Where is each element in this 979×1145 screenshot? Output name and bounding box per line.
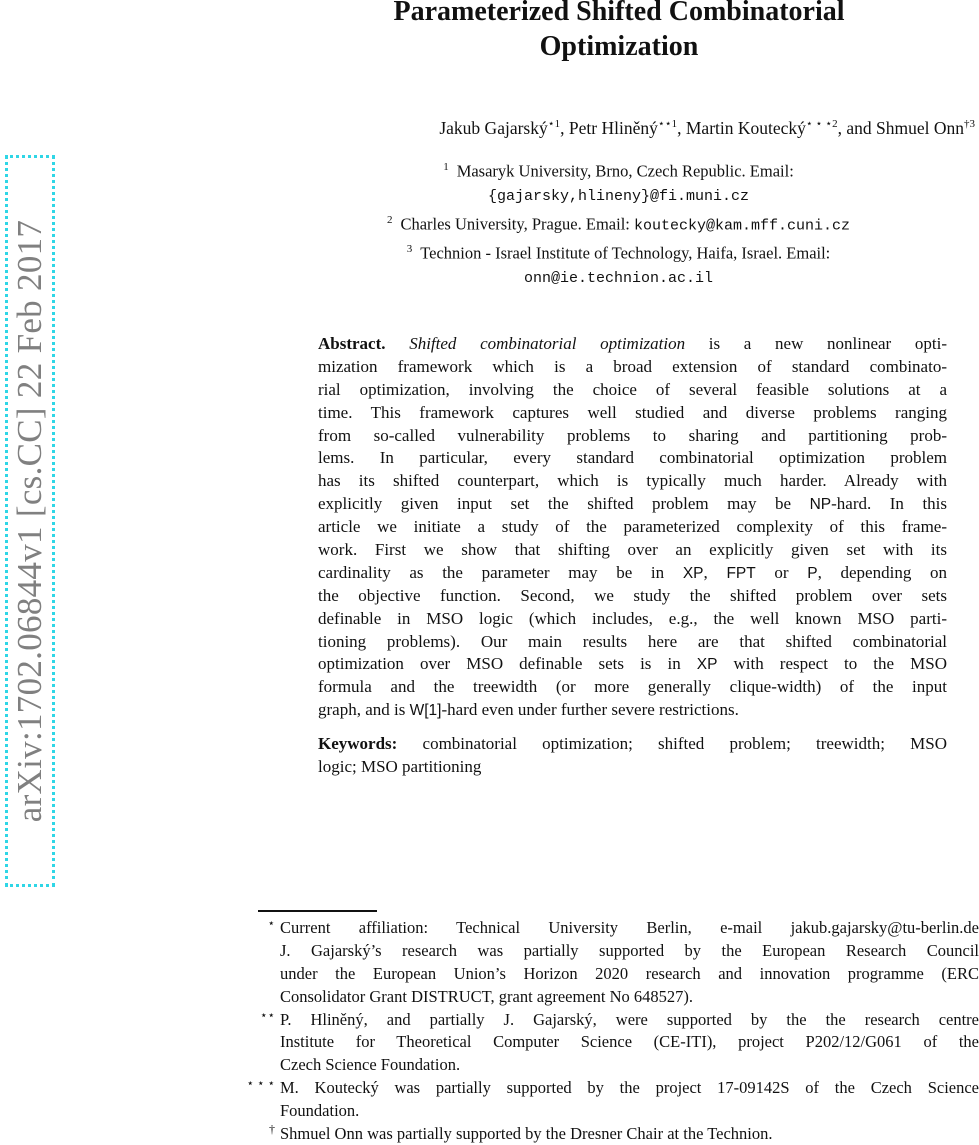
footnote-marker: ⋆⋆ (259, 1007, 275, 1022)
affiliation-line (258, 238, 979, 265)
footnote-line: J. Gajarský’s research was partially supported by the European Research Council (280, 940, 979, 960)
abstract-line: lems. In particular, every standard combinatorial optimization problem (318, 448, 947, 468)
keywords-line: Keywords: combinatorial optimization; shifted problem; treewidth; MSO (318, 734, 947, 753)
abstract-line: mization framework which is a broad extension of standard combinato- (318, 356, 947, 376)
footnote (230, 1076, 979, 1122)
complexity-class: W[1] (409, 702, 442, 720)
complexity-class: NP (809, 496, 832, 514)
abstract-line: definable in MSO logic (which includes, e.g., the well known MSO parti- (318, 608, 947, 628)
footnote-line: M. Koutecký was partially supported by the project 17-09142S of the Czech Science (280, 1078, 979, 1098)
abstract-line: from so-called vulnerability problems to sharing and partitioning prob- (318, 425, 947, 445)
abstract-text: is a new nonlinear opti- (685, 334, 948, 353)
affiliation-number: 2 (386, 213, 393, 226)
abstract-line: has its shifted counterpart, which is typically much harder. Already with (318, 471, 947, 491)
footnote-marker: ⋆ ⋆ ⋆ (246, 1076, 275, 1091)
abstract-emphasis: Shifted combinatorial optimization (409, 334, 686, 353)
author-list: Jakub Gajarský$^{⋆1}$, Petr Hliněný$^{⋆⋆1}$, Martin Koutecký$^{⋆ ⋆ ⋆2}$, and Shmuel Onn$^{\dagger 3}$ (439, 117, 975, 138)
footnote-line: Current affiliation: Technical University Berlin, e-mail jakub.gajarsky@tu-berlin.de (280, 918, 979, 937)
author-marker: ⋆⋆1 (657, 118, 678, 130)
abstract-line: tioning problems). Our main results here are that shifted combinatorial (318, 631, 947, 651)
footnote-line: Shmuel Onn was partially supported by the Dresner Chair at the Technion. (280, 1124, 773, 1144)
footnote-line: P. Hliněný, and partially J. Gajarský, were supported by the the research centre (280, 1009, 979, 1029)
complexity-class: FPT (726, 564, 756, 582)
title-line: Optimization (539, 31, 699, 62)
author-name: Shmuel Onn (876, 117, 964, 138)
footnotes (230, 916, 979, 1145)
affiliation-email: koutecky@kam.mff.cuni.cz (634, 217, 851, 234)
affiliation-line (258, 265, 979, 291)
footnote-marker: † (269, 1122, 275, 1137)
abstract-line: work. First we show that shifting over an explicitly given set with its (318, 540, 947, 560)
footnote-line: Czech Science Foundation. (280, 1055, 461, 1075)
footnote-rule (258, 910, 377, 912)
footnote-line: Institute for Theoretical Computer Science (CE-ITI), project P202/12/G061 of the (280, 1032, 979, 1052)
author-name: Petr Hliněný (568, 117, 658, 138)
keywords-line: logic; MSO partitioning (318, 756, 482, 776)
footnote (230, 916, 979, 1008)
author-marker: ⋆1 (547, 118, 561, 130)
affiliation-text: Technion - Israel Institute of Technology, Haifa, Israel. Email: (420, 243, 831, 262)
affiliation-line (258, 183, 979, 209)
affiliation-email: onn@ie.technion.ac.il (523, 269, 714, 287)
abstract-line: formula and the treewidth (or more generally clique-width) of the input (318, 677, 947, 697)
abstract-line: graph, and is W[1]-hard even under further severe restrictions. (318, 700, 739, 720)
abstract-line: cardinality as the parameter may be in XP, FPT or P, depending on (318, 562, 948, 582)
affiliation-line (258, 156, 979, 183)
footnote-line: under the European Union’s Horizon 2020 research and innovation programme (ERC (280, 963, 979, 983)
affiliation-email: {gajarsky,hlineny}@fi.muni.cz (487, 188, 750, 205)
arxiv-identifier-box (5, 155, 55, 887)
author-marker: †3 (964, 118, 975, 130)
footnote (230, 1008, 979, 1077)
abstract-line: optimization over MSO definable sets is in XP with respect to the MSO (318, 654, 947, 674)
footnote-line: Foundation. (280, 1101, 360, 1121)
complexity-class: XP (682, 564, 704, 582)
affiliation-number: 1 (443, 161, 449, 173)
affiliation-text: Masaryk University, Brno, Czech Republic. Email: (456, 161, 794, 181)
footnote-marker: ⋆ (267, 916, 275, 930)
complexity-class: P (807, 564, 818, 582)
abstract-label: Abstract. (318, 334, 386, 353)
title-line: Parameterized Shifted Combinatorial (393, 0, 845, 27)
footnote-line: Consolidator Grant DISTRUCT, grant agreement No 648527). (280, 986, 694, 1006)
author-name: Jakub Gajarský (439, 117, 548, 138)
affiliation-line (258, 209, 979, 238)
affiliation-number: 3 (406, 242, 413, 255)
abstract-line: rial optimization, involving the choice of several feasible solutions at a (318, 379, 947, 399)
affiliations (258, 156, 979, 290)
keywords-label: Keywords: (318, 734, 398, 753)
author-marker: ⋆ ⋆ ⋆2 (805, 118, 838, 130)
abstract-line: the objective function. Second, we study the shifted problem over sets (318, 585, 947, 605)
complexity-class: XP (696, 656, 718, 674)
author-name: Martin Koutecký (685, 117, 806, 138)
abstract-line (318, 333, 947, 356)
abstract-line: article we initiate a study of the parameterized complexity of this frame- (318, 517, 947, 537)
abstract (318, 333, 947, 722)
keywords (318, 733, 947, 779)
affiliation-text: Charles University, Prague. Email: (400, 214, 634, 233)
footnote (230, 1122, 979, 1145)
abstract-line: time. This framework captures well studied and diverse problems ranging (318, 402, 947, 422)
paper-title (260, 0, 978, 64)
abstract-line: explicitly given input set the shifted problem may be NP-hard. In this (318, 494, 948, 514)
arxiv-identifier: arXiv:1702.06844v1 [cs.CC] 22 Feb 2017 (10, 219, 49, 823)
